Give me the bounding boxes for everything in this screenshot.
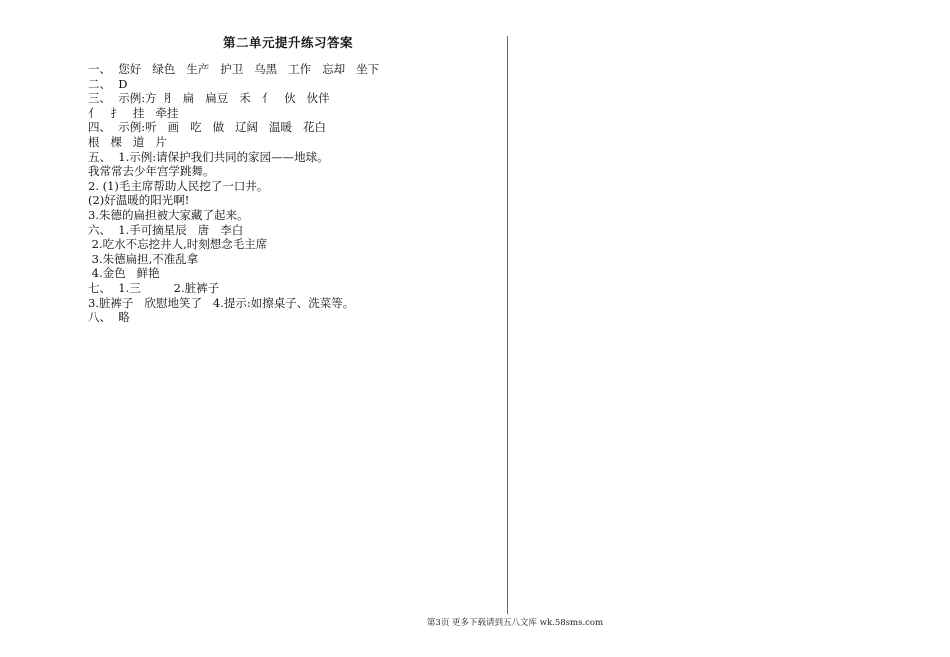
page-title: 第二单元提升练习答案 (222, 35, 353, 50)
answer-line: 一、 您好 绿色 生产 护卫 乌黑 工作 忘却 坐下 (88, 62, 380, 76)
column-divider (507, 36, 508, 614)
answer-list (88, 62, 498, 325)
answer-line: 亻 扌 挂 牵挂 (88, 105, 179, 120)
answer-line: (2)好温暖的阳光啊! (88, 193, 190, 208)
answer-line: 八、 略 (88, 310, 130, 325)
answer-line: 四、 示例:听 画 吃 做 辽阔 温暖 花白 (88, 120, 326, 135)
answer-line: 七、 1.三 2.脏裤子 (88, 280, 220, 295)
answer-line: 根 棵 道 片 (88, 134, 167, 149)
page-footer: 第3页 更多下载请到五八文库 wk.58sms.com (426, 618, 604, 628)
answer-line: 2.吃水不忘挖井人,时刻想念毛主席 (88, 237, 268, 252)
answer-line: 4.金色 鲜艳 (88, 266, 160, 281)
answer-line: 3.朱德扁担,不准乱拿 (88, 251, 199, 266)
answer-line: 2. (1)毛主席帮助人民挖了一口井。 (88, 178, 269, 193)
answer-line: 二、 D (88, 76, 128, 91)
answer-line: 我常常去少年宫学跳舞。 (88, 164, 215, 179)
answer-line: 六、 1.手可摘星辰 唐 李白 (88, 222, 244, 237)
answer-line: 五、 1.示例:请保护我们共同的家园——地球。 (88, 149, 329, 164)
answer-line: 三、 示例:方 ⺼ 扁 扁豆 禾 亻 伙 伙伴 (88, 91, 330, 106)
answer-line: 3.脏裤子 欣慰地笑了 4.提示:如擦桌子、洗菜等。 (88, 295, 355, 310)
answer-line: 3.朱德的扁担被大家藏了起来。 (88, 207, 249, 222)
